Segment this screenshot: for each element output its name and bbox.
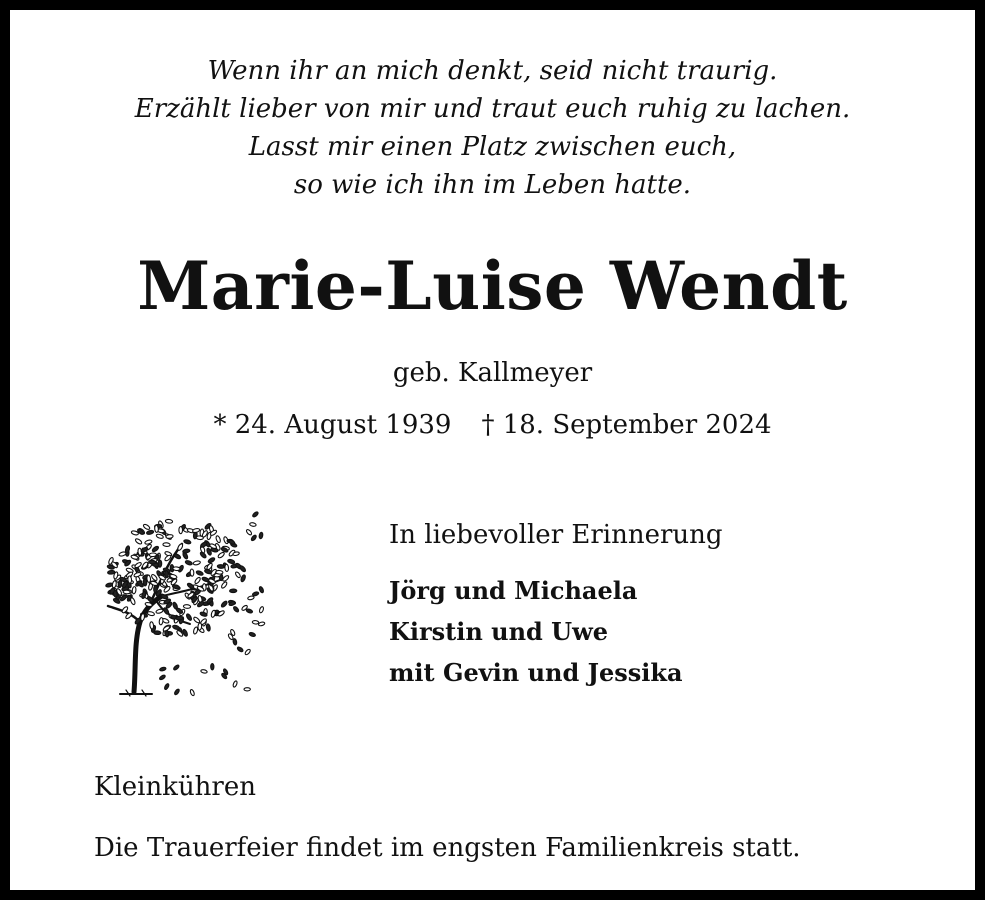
poem xyxy=(20,52,965,204)
mourner-list xyxy=(389,570,683,693)
windblown-tree-icon xyxy=(90,492,270,702)
death-date: † 18. September 2024 xyxy=(481,410,772,440)
deceased-name: Marie-Luise Wendt xyxy=(137,247,848,325)
poem-line: Lasst mir einen Platz zwischen euch, xyxy=(248,132,737,162)
funeral-notice: Die Trauerfeier findet im engsten Familienkreis statt. xyxy=(94,833,801,863)
mourner-name: Jörg und Michaela xyxy=(389,576,638,605)
remembrance-intro: In liebevoller Erinnerung xyxy=(389,520,723,550)
maiden-name: geb. Kallmeyer xyxy=(392,358,593,388)
mourner-name: Kirstin und Uwe xyxy=(389,617,609,646)
poem-line: so wie ich ihn im Leben hatte. xyxy=(293,170,692,200)
poem-line: Erzählt lieber von mir und traut euch ruhig zu lachen. xyxy=(134,94,851,124)
life-dates xyxy=(20,405,965,445)
birth-date: * 24. August 1939 xyxy=(213,410,452,440)
mourner-name: mit Gevin und Jessika xyxy=(389,658,683,687)
place-name: Kleinkühren xyxy=(94,772,256,802)
poem-line: Wenn ihr an mich denkt, seid nicht traurig. xyxy=(207,56,778,86)
